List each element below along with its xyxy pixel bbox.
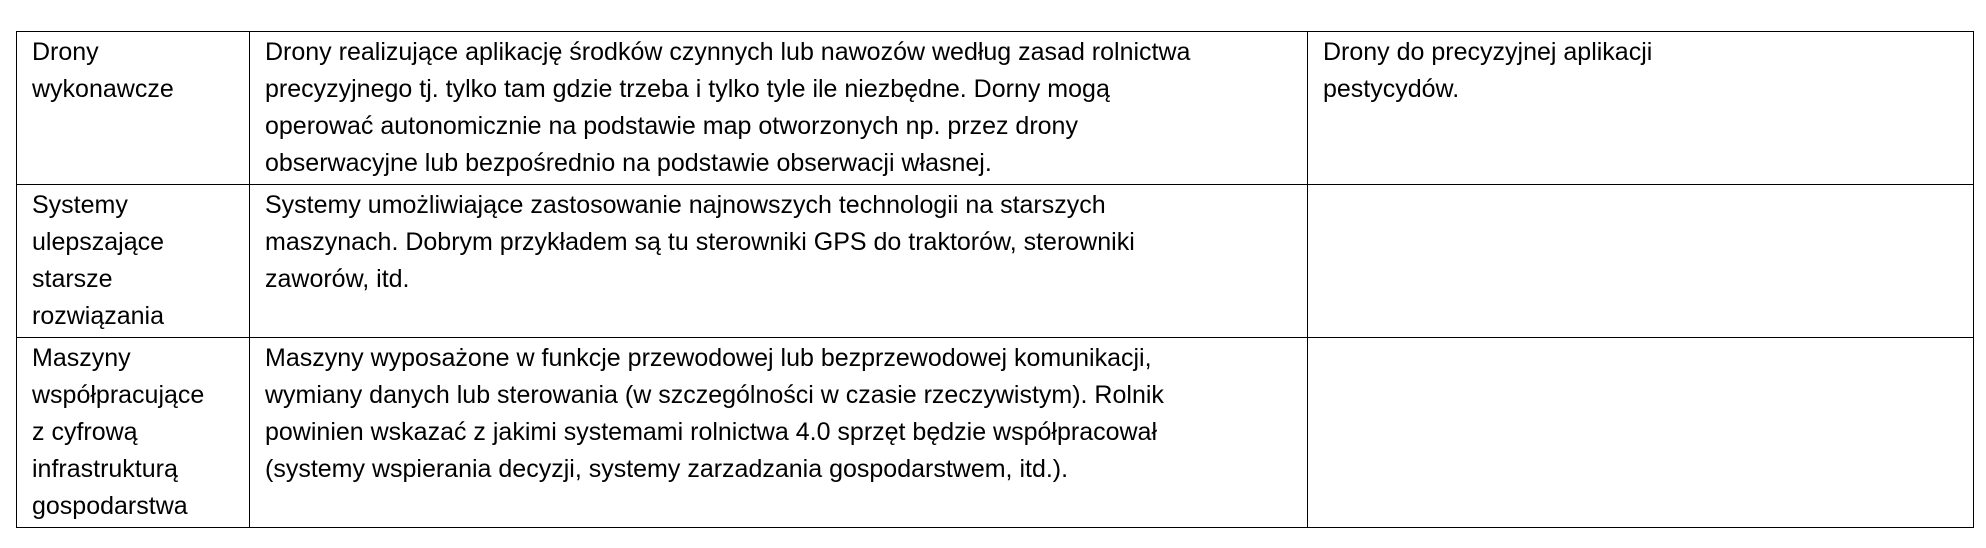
example-text: Drony do precyzyjnej aplikacji pestycydów. <box>1323 38 1653 103</box>
example-cell <box>1308 32 1974 185</box>
description-text: Drony realizujące aplikację środków czynnych lub nawozów według zasad rolnictwa precyzyjnego tj. tylko tam gdzie trzeba i tylko tyle ile niezbędne. Dorny mogą operować autonomicznie na podstawie map otworzonych np. przez drony obserwacyjne lub bezpośrednio na podstawie obserwacji własnej. <box>265 38 1191 177</box>
example-cell <box>1308 185 1974 338</box>
description-text: Maszyny wyposażone w funkcje przewodowej lub bezprzewodowej komunikacji, wymiany danych lub sterowania (w szczególności w czasie rzeczywistym). Rolnik powinien wskazać z jakimi systemami rolnictwa 4.0 sprzęt będzie współpracował (systemy wspierania decyzji, systemy zarzadzania gospodarstwem, itd.). <box>265 344 1164 483</box>
description-text: Systemy umożliwiające zastosowanie najnowszych technologii na starszych maszynach. Dobrym przykładem są tu sterowniki GPS do traktorów, sterowniki zaworów, itd. <box>265 191 1135 293</box>
category-cell <box>17 185 250 338</box>
table-row <box>17 338 1974 528</box>
description-cell <box>250 338 1308 528</box>
description-cell <box>250 185 1308 338</box>
table-row <box>17 32 1974 185</box>
category-cell <box>17 32 250 185</box>
category-text: Maszyny współpracujące z cyfrową infrastrukturą gospodarstwa <box>32 344 205 520</box>
category-cell <box>17 338 250 528</box>
table-row <box>17 185 1974 338</box>
example-cell <box>1308 338 1974 528</box>
category-text: Systemy ulepszające starsze rozwiązania <box>32 191 165 330</box>
document-table <box>16 31 1974 528</box>
description-cell <box>250 32 1308 185</box>
category-text: Drony wykonawcze <box>32 38 174 103</box>
